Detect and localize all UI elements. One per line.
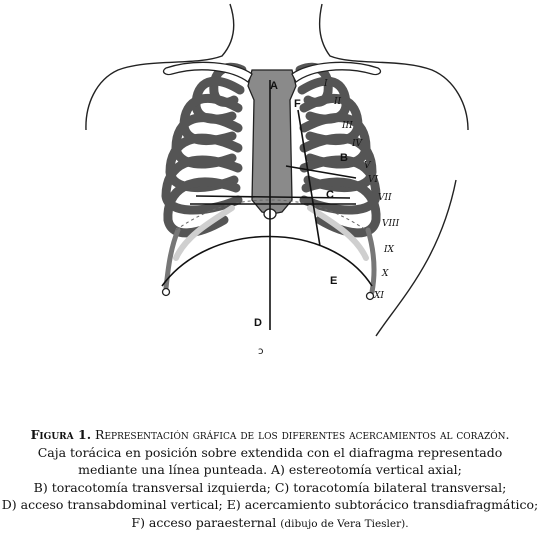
figure-caption bbox=[0, 426, 540, 534]
label-c: C bbox=[326, 189, 334, 201]
caption-line-5-wrap bbox=[0, 514, 540, 534]
label-b: B bbox=[340, 152, 348, 164]
caption-line-1: Caja torácica en posición sobre extendida con el diafragma representado bbox=[37, 444, 503, 460]
rib-cage bbox=[163, 62, 381, 299]
rib-numeral-4: IV bbox=[352, 139, 363, 149]
right-rib-tip bbox=[367, 293, 374, 300]
left-rib-tip bbox=[163, 289, 170, 296]
torso-right-line bbox=[376, 180, 456, 336]
figure-title: Representación gráfica de los diferentes acercamientos al corazón. bbox=[95, 427, 510, 442]
rib-numeral-10: X bbox=[382, 269, 389, 279]
caption-heading bbox=[0, 426, 540, 444]
rib-numeral-8: VIII bbox=[382, 219, 400, 229]
rib-numeral-7: VII bbox=[378, 193, 392, 203]
rib-numeral-6: VI bbox=[368, 175, 379, 185]
label-a: A bbox=[270, 80, 278, 92]
rib-numeral-11: XI bbox=[374, 291, 384, 301]
label-e: E bbox=[330, 275, 338, 287]
rib-numeral-3: III bbox=[342, 121, 353, 131]
label-f: F bbox=[294, 98, 301, 110]
caption-line-5: F) acceso paraesternal bbox=[131, 514, 277, 530]
caption-line-2: mediante una línea punteada. A) estereotomía vertical axial; bbox=[78, 462, 462, 478]
label-d: D bbox=[254, 317, 262, 329]
figure-label: Figura 1. bbox=[30, 427, 92, 442]
rib-numeral-2: II bbox=[334, 97, 342, 107]
caption-line-3: B) toracotomía transversal izquierda; C) toracotomía bilateral transversal; bbox=[33, 479, 507, 495]
figure-credit: (dibujo de Vera Tiesler). bbox=[280, 517, 409, 530]
caption-line-4: D) acceso transabdominal vertical; E) acercamiento subtorácico transdiafragmático; bbox=[1, 497, 539, 513]
rib-numeral-1: I bbox=[324, 79, 328, 89]
approach-e-line bbox=[162, 237, 372, 287]
approach-d-mark: ↄ bbox=[258, 346, 264, 357]
rib-numeral-9: IX bbox=[384, 245, 394, 255]
rib-numeral-5: V bbox=[364, 161, 371, 171]
